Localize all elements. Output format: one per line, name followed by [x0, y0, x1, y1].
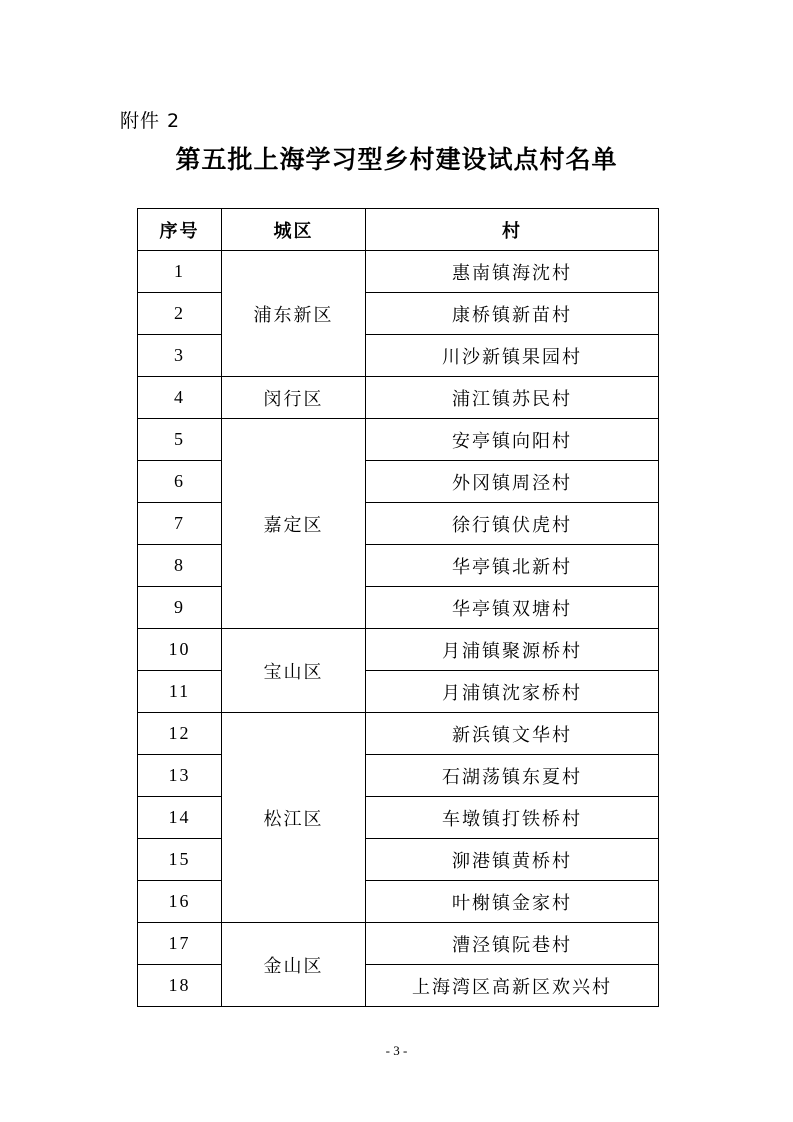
table-row: [138, 377, 659, 419]
village-cell: 石湖荡镇东夏村: [366, 755, 659, 797]
village-cell: 新浜镇文华村: [366, 713, 659, 755]
seq-cell: 14: [138, 797, 222, 839]
seq-cell: 15: [138, 839, 222, 881]
header-seq: 序号: [138, 209, 222, 251]
table-header-row: [138, 209, 659, 251]
village-cell: 叶榭镇金家村: [366, 881, 659, 923]
table-row: [138, 923, 659, 965]
village-cell: 安亭镇向阳村: [366, 419, 659, 461]
table-row: [138, 545, 659, 587]
attachment-label: 附件 2: [120, 110, 181, 132]
table-row: [138, 881, 659, 923]
village-cell: 月浦镇沈家桥村: [366, 671, 659, 713]
table-row: [138, 587, 659, 629]
district-cell: 闵行区: [222, 377, 366, 419]
village-cell: 漕泾镇阮巷村: [366, 923, 659, 965]
seq-cell: 5: [138, 419, 222, 461]
seq-cell: 6: [138, 461, 222, 503]
seq-cell: 3: [138, 335, 222, 377]
district-cell: 浦东新区: [222, 251, 366, 377]
village-cell: 徐行镇伏虎村: [366, 503, 659, 545]
table-row: [138, 713, 659, 755]
table-row: [138, 335, 659, 377]
header-village: 村: [366, 209, 659, 251]
table-row: [138, 461, 659, 503]
table-row: [138, 629, 659, 671]
district-cell: 松江区: [222, 713, 366, 923]
table-row: [138, 251, 659, 293]
seq-cell: 16: [138, 881, 222, 923]
village-cell: 华亭镇双塘村: [366, 587, 659, 629]
table-row: [138, 503, 659, 545]
seq-cell: 12: [138, 713, 222, 755]
document-title: 第五批上海学习型乡村建设试点村名单: [175, 145, 618, 174]
page-number: - 3 -: [385, 1043, 408, 1058]
seq-cell: 18: [138, 965, 222, 1007]
seq-cell: 17: [138, 923, 222, 965]
village-cell: 外冈镇周泾村: [366, 461, 659, 503]
district-cell: 嘉定区: [222, 419, 366, 629]
table-row: [138, 671, 659, 713]
seq-cell: 11: [138, 671, 222, 713]
seq-cell: 2: [138, 293, 222, 335]
village-cell: 上海湾区高新区欢兴村: [366, 965, 659, 1007]
village-cell: 浦江镇苏民村: [366, 377, 659, 419]
seq-cell: 8: [138, 545, 222, 587]
table-row: [138, 419, 659, 461]
table-row: [138, 965, 659, 1007]
pilot-village-table: [137, 208, 659, 1007]
village-cell: 华亭镇北新村: [366, 545, 659, 587]
table-row: [138, 755, 659, 797]
table-row: [138, 797, 659, 839]
district-cell: 宝山区: [222, 629, 366, 713]
seq-cell: 9: [138, 587, 222, 629]
table-row: [138, 293, 659, 335]
seq-cell: 1: [138, 251, 222, 293]
seq-cell: 10: [138, 629, 222, 671]
table-row: [138, 839, 659, 881]
table-body: [138, 251, 659, 1007]
village-cell: 康桥镇新苗村: [366, 293, 659, 335]
seq-cell: 7: [138, 503, 222, 545]
village-cell: 泖港镇黄桥村: [366, 839, 659, 881]
village-cell: 惠南镇海沈村: [366, 251, 659, 293]
seq-cell: 4: [138, 377, 222, 419]
seq-cell: 13: [138, 755, 222, 797]
header-district: 城区: [222, 209, 366, 251]
district-cell: 金山区: [222, 923, 366, 1007]
village-cell: 车墩镇打铁桥村: [366, 797, 659, 839]
village-cell: 月浦镇聚源桥村: [366, 629, 659, 671]
village-cell: 川沙新镇果园村: [366, 335, 659, 377]
